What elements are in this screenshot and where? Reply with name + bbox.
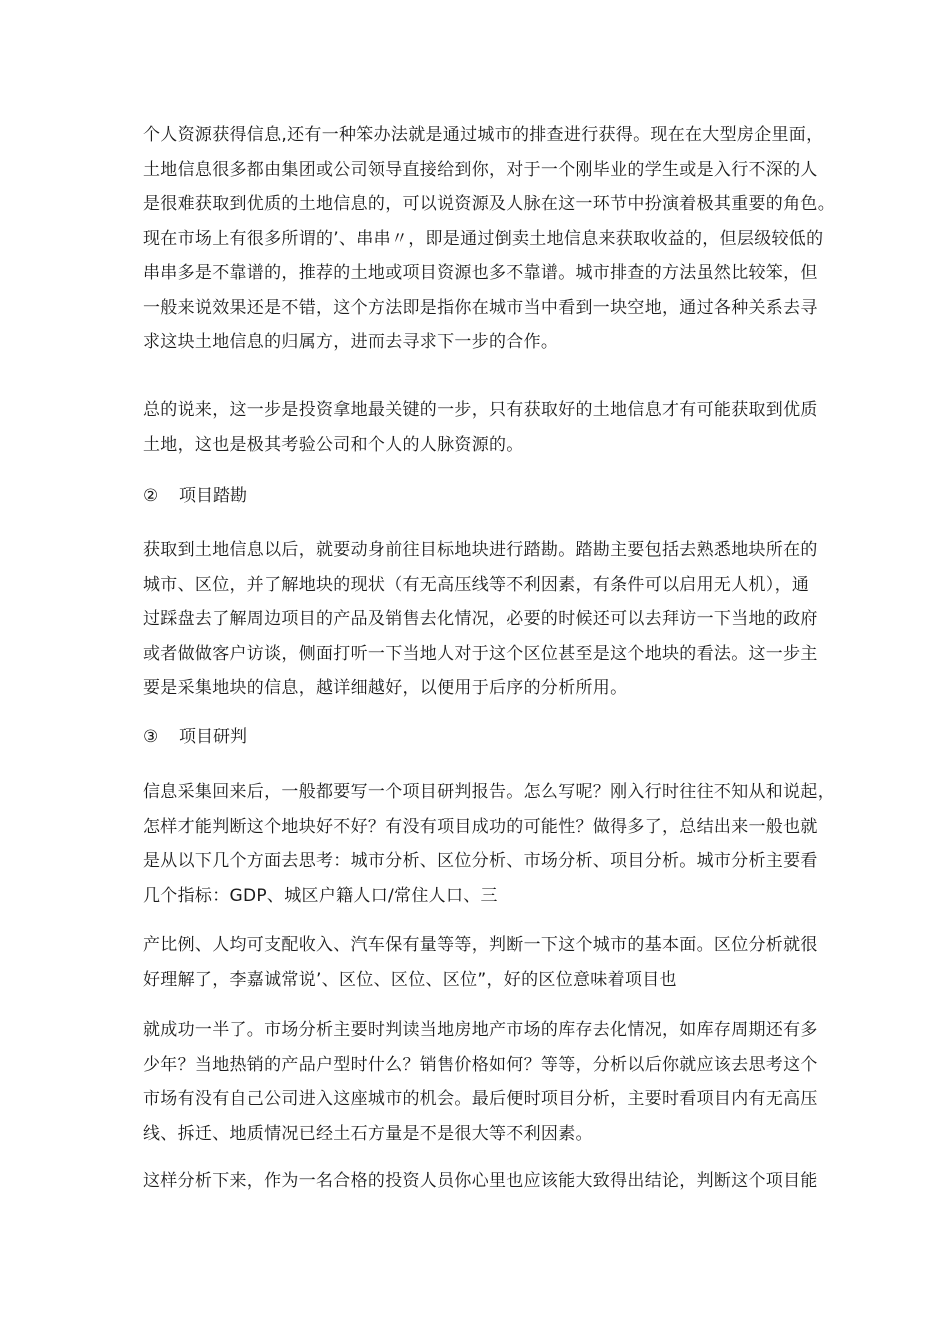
text-line: 总的说来，这一步是投资拿地最关键的一步，只有获取好的土地信息才有可能获取到优质 [143,400,818,420]
section-number: ③ [143,727,159,747]
section-number: ② [143,486,159,506]
text-line: 少年？当地热销的产品户型时什么？销售价格如何？等等，分析以后你就应该去思考这个 [143,1054,818,1075]
text-line: 产比例、人均可支配收入、汽车保有量等等，判断一下这个城市的基本面。区位分析就很 [143,935,818,955]
paragraph-land-info-sources [143,118,913,360]
text-line: 个人资源获得信息,还有一种笨办法就是通过城市的排查进行获得。现在在大型房企里面， [143,125,824,145]
text-line: 好理解了，李嘉诚常说’、区位、区位、区位”，好的区位意味着项目也 [143,969,677,990]
paragraph-summary [143,393,913,462]
text-line: 要是采集地块的信息，越详细越好，以便用于后序的分析所用。 [143,678,628,698]
text-line: 串串多是不靠谱的，推荐的土地或项目资源也多不靠谱。城市排查的方法虽然比较笨，但 [143,263,818,283]
text-line: 获取到土地信息以后，就要动身前往目标地块进行踏勘。踏勘主要包括去熟悉地块所在的 [143,540,818,560]
section-heading-site-survey [143,479,247,513]
paragraph-evaluation-report [143,775,913,913]
text-line: 求这块土地信息的归属方，进而去寻求下一步的合作。 [143,332,559,352]
text-line: 这样分析下来，作为一名合格的投资人员你心里也应该能大致得出结论，判断这个项目能 [143,1171,818,1191]
text-line: 市场有没有自己公司进入这座城市的机会。最后便时项目分析，主要时看项目内有无高压 [143,1089,818,1109]
text-line: 现在市场上有很多所谓的’、串串〃，即是通过倒卖土地信息来获取收益的，但层级较低的 [143,228,824,249]
paragraph-market-analysis [143,1013,913,1151]
text-line: 线、拆迁、地质情况已经土石方量是不是很大等不利因素。 [143,1123,593,1144]
section-heading-project-evaluation [143,720,247,754]
text-line: 或者做做客户访谈，侧面打听一下当地人对于这个区位甚至是这个地块的看法。这一步主 [143,643,818,664]
text-line: 土地，这也是极其考验公司和个人的人脉资源的。 [143,434,524,455]
text-line: 是很难获取到优质的土地信息的，可以说资源及人脉在这一环节中扮演着极其重要的角色。 [143,194,835,214]
text-line: 土地信息很多都由集团或公司领导直接给到你，对于一个刚毕业的学生或是入行不深的人 [143,159,818,180]
paragraph-conclusion [143,1164,913,1199]
text-line: 一般来说效果还是不错，这个方法即是指你在城市当中看到一块空地，通过各种关系去寻 [143,297,818,318]
text-line: 过踩盘去了解周边项目的产品及销售去化情况，必要的时候还可以去拜访一下当地的政府 [143,609,818,629]
text-line: 是从以下几个方面去思考：城市分析、区位分析、市场分析、项目分析。城市分析主要看 [143,851,818,871]
text-line: 怎样才能判断这个地块好不好？有没有项目成功的可能性？做得多了，总结出来一般也就 [143,816,818,837]
text-line: 就成功一半了。市场分析主要时判读当地房地产市场的库存去化情况，如库存周期还有多 [143,1020,818,1040]
text-line: 城市、区位，并了解地块的现状（有无高压线等不利因素，有条件可以启用无人机），通 [143,574,810,595]
paragraph-city-analysis [143,928,913,997]
section-title: 项目踏勘 [179,486,247,506]
text-line: 几个指标：GDP、城区户籍人口/常住人口、三 [143,885,498,906]
section-title: 项目研判 [179,727,247,747]
text-line: 信息采集回来后，一般都要写一个项目研判报告。怎么写呢？刚入行时往往不知从和说起， [143,782,835,802]
paragraph-site-survey [143,533,913,706]
